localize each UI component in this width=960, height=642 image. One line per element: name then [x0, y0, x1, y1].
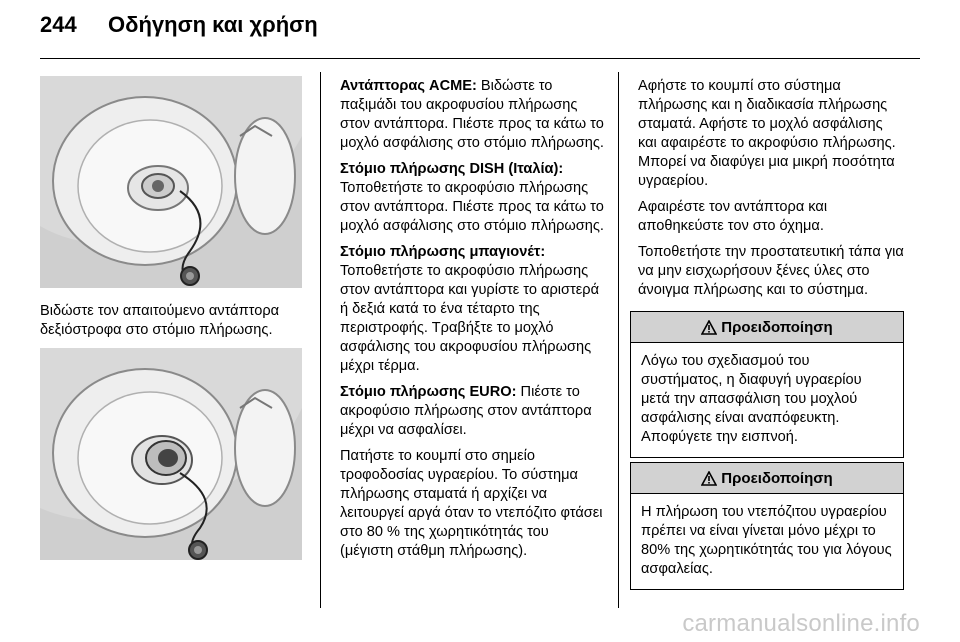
header-rule [40, 58, 920, 59]
warning-heading [631, 312, 903, 343]
warning-triangle-icon [701, 471, 717, 486]
warning-text: Η πλήρωση του ντεπόζιτου υγραερίου πρέπει να είναι γίνεται μόνο μέχρι το 80% της χωρητικότητάς του για λόγους ασφαλείας. [641, 504, 892, 577]
paragraph-euro [340, 383, 605, 440]
warning-heading-text: Προειδοποίηση [721, 469, 833, 487]
watermark: carmanualsonline.info [682, 610, 920, 637]
paragraph-dish [340, 160, 605, 236]
right-column [638, 77, 904, 307]
term-bayonet: Στόμιο πλήρωσης μπαγιονέτ: [340, 244, 546, 260]
text-euro: Πιέστε το ακροφύσιο πλήρωσης στον αντάπτορα μέχρι να ασφαλίσει. [340, 384, 592, 438]
page-header [40, 12, 920, 46]
term-acme: Αντάπτορας ACME: [340, 78, 477, 94]
paragraph-release-button: Αφήστε το κουμπί στο σύστημα πλήρωσης και η διαδικασία πλήρωσης σταματά. Αφήστε το μοχλό ασφάλισης και αφαιρέστε το ακροφύσιο πλήρωσης. Μπορεί να διαφύγει μια μικρή ποσότητα υγραερίου. [638, 78, 896, 189]
middle-column [340, 77, 605, 568]
warning-triangle-icon [701, 320, 717, 335]
warning-box-1 [630, 311, 904, 458]
page-number: 244 [40, 12, 77, 37]
fuel-filler-figure-1 [40, 76, 302, 288]
term-dish: Στόμιο πλήρωσης DISH (Ιταλία): [340, 161, 564, 177]
fuel-filler-figure-2 [40, 348, 302, 560]
warning-heading [631, 463, 903, 494]
text-acme: Βιδώστε το παξιμάδι του ακροφυσίου πλήρωσης στον αντάπτορα. Πιέστε προς τα κάτω το μοχλό ασφάλισης στο στόμιο πλήρωσης. [340, 78, 604, 151]
paragraph-bayonet [340, 243, 605, 376]
text-dish: Τοποθετήστε το ακροφύσιο πλήρωσης στον αντάπτορα. Πιέστε προς τα κάτω το μοχλό ασφάλισης στο στόμιο πλήρωσης. [340, 180, 604, 234]
term-euro: Στόμιο πλήρωσης EURO: [340, 384, 517, 400]
warning-box-2 [630, 462, 904, 590]
fuel-filler-illustration-1 [40, 76, 302, 288]
paragraph-refuel-button: Πατήστε το κουμπί στο σημείο τροφοδοσίας υγραερίου. Το σύστημα πλήρωσης σταματά ή αρχίζει να λειτουργεί αργά όταν το ντεπόζιτο φτάσει στο 80 % της χωρητικότητάς του (μέγιστη στάθμη πλήρωσης). [340, 448, 603, 559]
text-bayonet: Τοποθετήστε το ακροφύσιο πλήρωσης στον αντάπτορα και γυρίστε το αριστερά ή δεξιά κατά το ένα τέταρτο της περιστροφής. Τραβήξτε το μοχλό ασφάλισης του ακροφυσίου πλήρωσης μέχρι τέρμα. [340, 263, 600, 374]
paragraph-protective-cap: Τοποθετήστε την προστατευτική τάπα για να μην εισχωρήσουν ξένες ύλες στο άνοιγμα πλήρωσης και το σύστημα. [638, 244, 904, 298]
column-separator-right [618, 72, 619, 608]
figure-caption: Βιδώστε τον απαιτούμενο αντάπτορα δεξιόστροφα στο στόμιο πλήρωσης. [40, 303, 280, 338]
column-separator-left [320, 72, 321, 608]
warning-heading-text: Προειδοποίηση [721, 318, 833, 336]
fuel-filler-illustration-2 [40, 348, 302, 560]
paragraph-remove-adapter: Αφαιρέστε τον αντάπτορα και αποθηκεύστε τον στο όχημα. [638, 199, 828, 234]
page-title: Οδήγηση και χρήση [108, 12, 318, 37]
paragraph-acme [340, 77, 605, 153]
warning-text: Λόγω του σχεδιασμού του συστήματος, η διαφυγή υγραερίου μετά την απασφάλιση του μοχλού ασφάλισης είναι αναπόφευκτη. Αποφύγετε την εισπνοή. [641, 353, 862, 445]
